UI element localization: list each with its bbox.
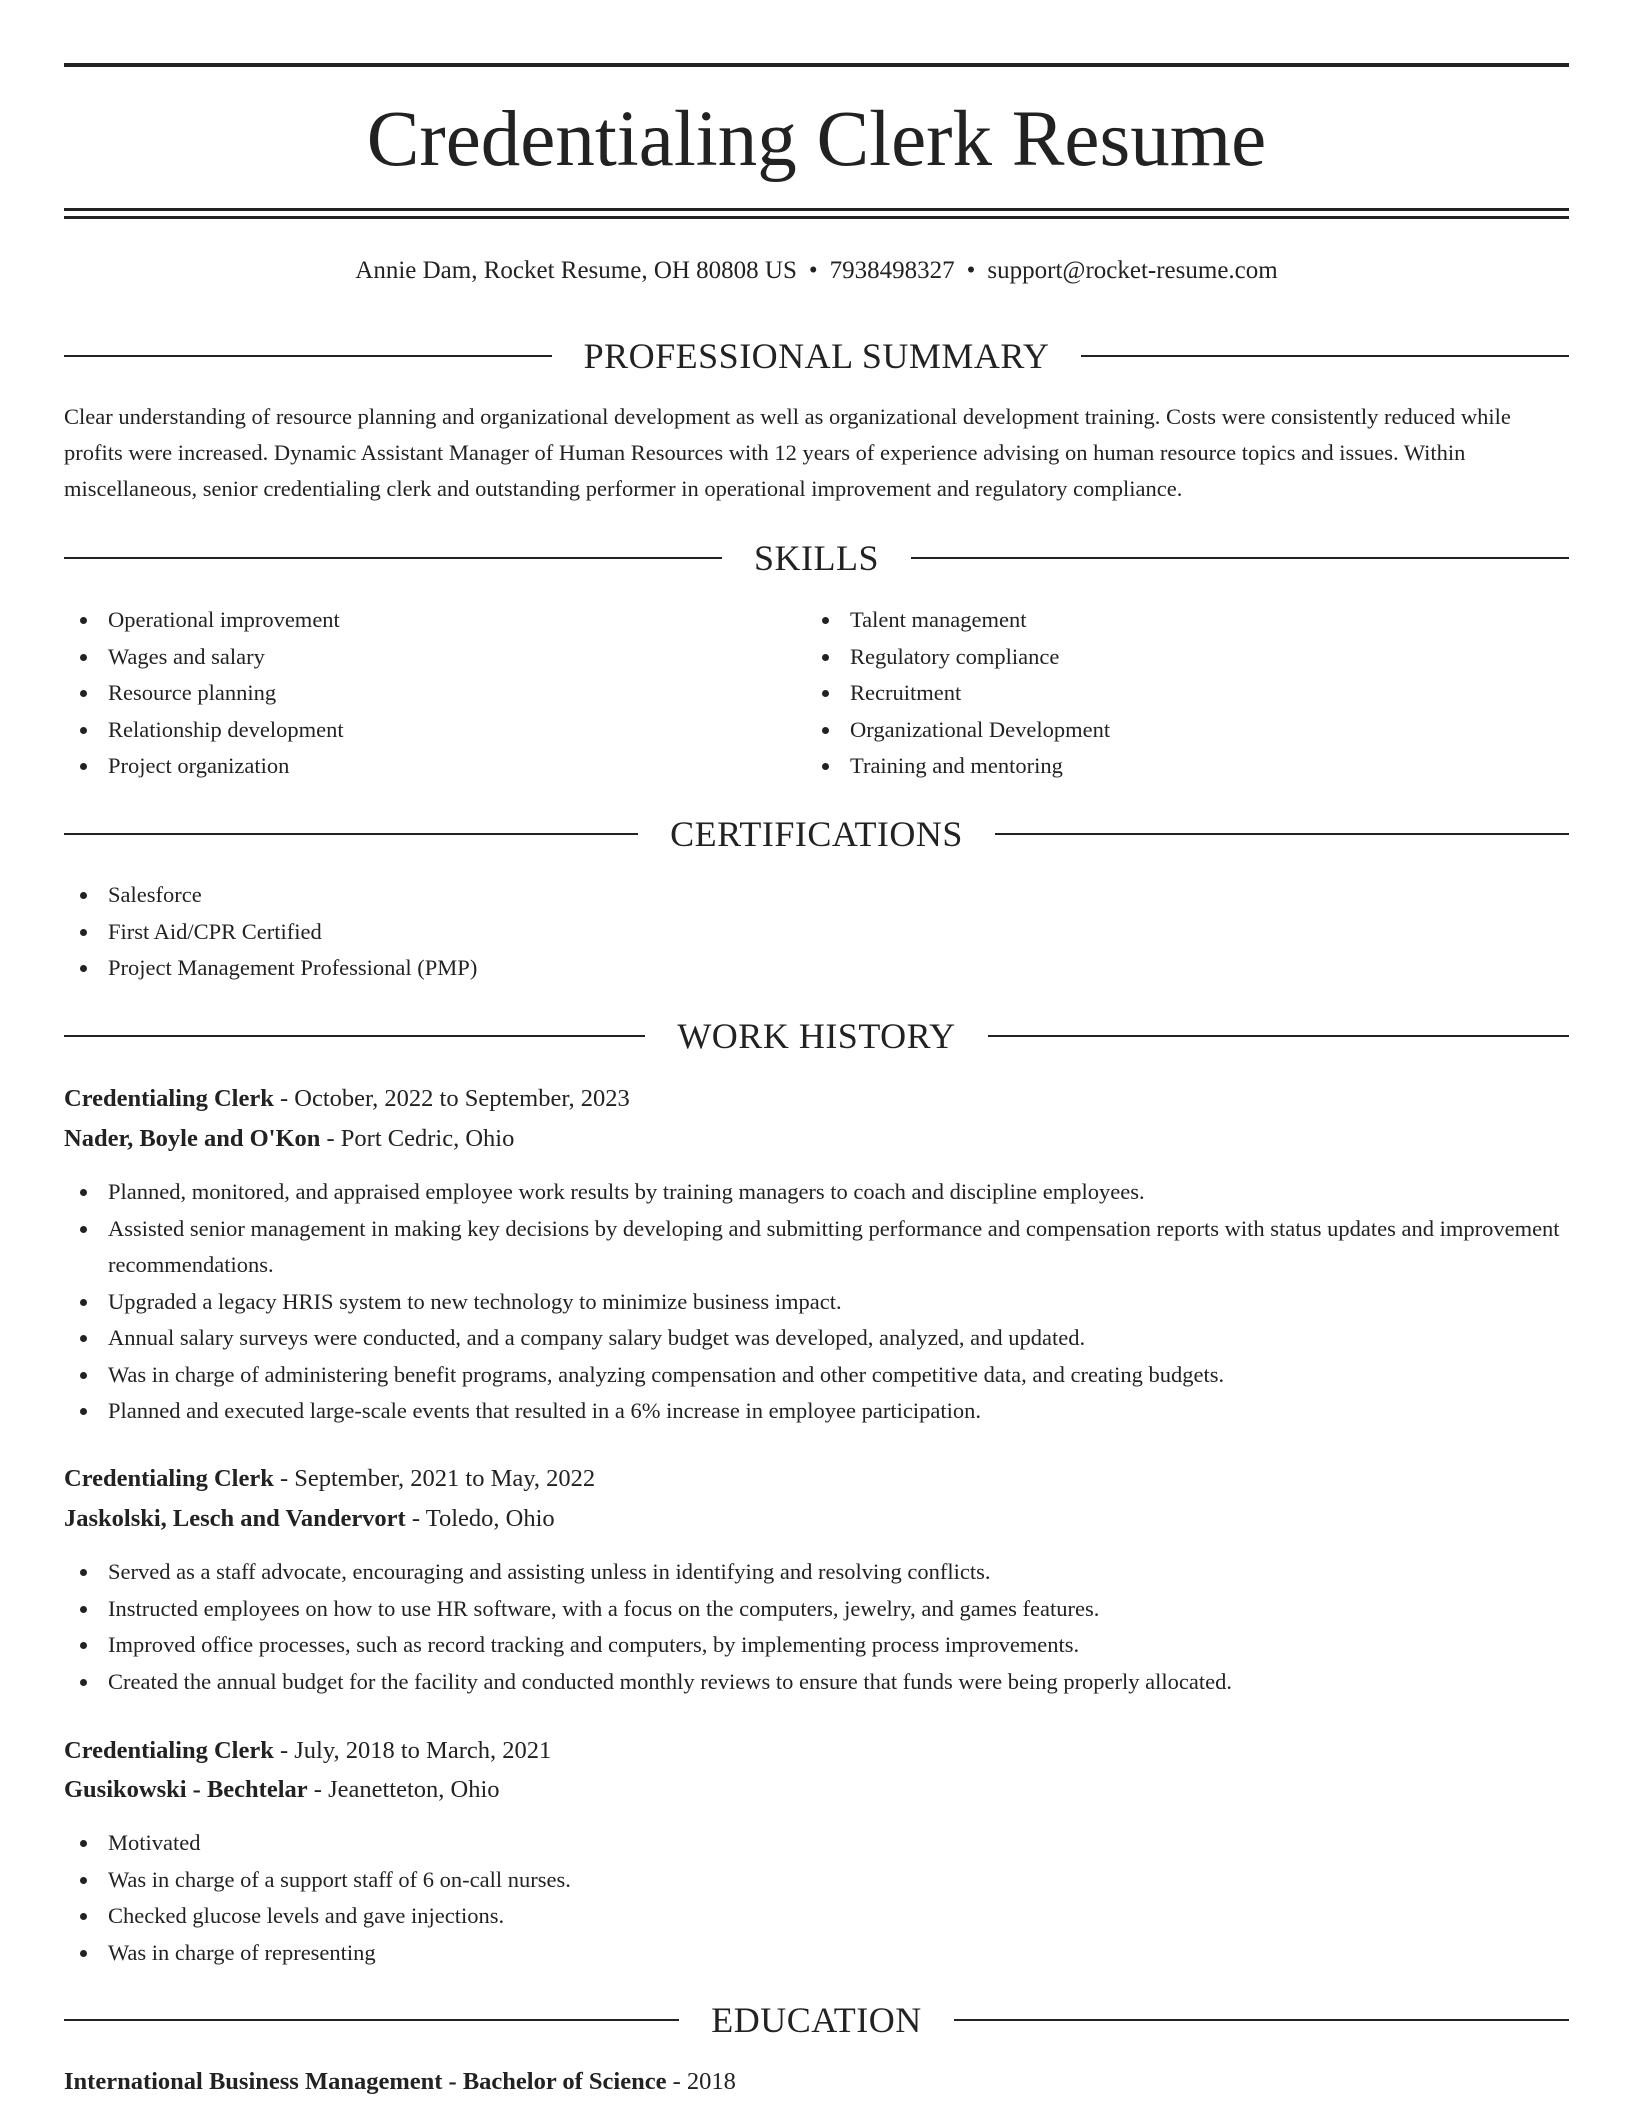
list-item: Resource planning [64,675,764,712]
list-item: Checked glucose levels and gave injections. [64,1898,1569,1935]
job-company: Jaskolski, Lesch and Vandervort [64,1505,406,1532]
job-title: Credentialing Clerk [64,1737,274,1764]
section-rule [64,557,722,559]
job-title-line [64,1461,1569,1497]
contact-line [64,254,1569,288]
contact-separator: • [966,257,976,284]
job-company-line [64,1772,1569,1808]
list-item: Organizational Development [806,712,1506,749]
list-item: Instructed employees on how to use HR software, with a focus on the computers, jewelry, and games features. [64,1591,1569,1628]
job-bullets-block [64,1174,1569,1430]
skills-list [806,602,1506,785]
section-rule [64,833,638,835]
section-rule [64,2019,679,2021]
title-rule-2 [64,216,1569,219]
list-item: Was in charge of administering benefit programs, analyzing compensation and other competitive data, and creating budgets. [64,1357,1569,1394]
job-location: - Toledo, Ohio [405,1505,555,1532]
summary-text: Clear understanding of resource planning and organizational development as well as organizational development training. Costs were consistently reduced while profits were increased. Dynamic Assistant Manager of Human Resources with 12 years of experience advising on human resource topics and issues. Within miscellaneous, senior credentialing clerk and outstanding performer in operational improvement and regulatory compliance. [64,404,1511,501]
list-item: Was in charge of a support staff of 6 on-call nurses. [64,1862,1569,1899]
list-item: Project Management Professional (PMP) [64,950,1569,987]
list-item: Wages and salary [64,639,764,676]
section-title: SKILLS [754,538,880,578]
job-title-line [64,1733,1569,1769]
list-item: Created the annual budget for the facility and conducted monthly reviews to ensure that funds were being properly allocated. [64,1664,1569,1701]
list-item: Relationship development [64,712,764,749]
section-rule [911,557,1569,559]
contact-email: support@rocket-resume.com [987,257,1278,284]
job-bullets [64,1174,1569,1430]
page-title: Credentialing Clerk Resume [366,96,1267,183]
section-header-work [64,1014,1569,1058]
list-item: Upgraded a legacy HRIS system to new technology to minimize business impact. [64,1284,1569,1321]
list-item: Assisted senior management in making key decisions by developing and submitting performance and compensation reports with status updates and improvement recommendations. [64,1211,1569,1284]
education-year: - 2018 [666,2068,736,2095]
section-title: PROFESSIONAL SUMMARY [583,336,1050,376]
skills-column-right [806,602,1506,785]
job-company-line [64,1501,1569,1537]
list-item: Planned, monitored, and appraised employee work results by training managers to coach and discipline employees. [64,1174,1569,1211]
job-bullets-block [64,1825,1569,1971]
section-header-skills [64,536,1569,580]
education-line [64,2064,1569,2100]
job-title-line [64,1081,1569,1117]
job-title: Credentialing Clerk [64,1465,274,1492]
contact-address: Annie Dam, Rocket Resume, OH 80808 US [355,257,797,284]
section-header-certifications [64,812,1569,856]
job-company: Nader, Boyle and O'Kon [64,1125,321,1152]
section-rule [995,833,1569,835]
section-title: WORK HISTORY [677,1016,956,1056]
list-item: Project organization [64,748,764,785]
list-item: Served as a staff advocate, encouraging and assisting unless in identifying and resolving conflicts. [64,1554,1569,1591]
section-header-summary [64,334,1569,378]
job-title: Credentialing Clerk [64,1085,274,1112]
job-company: Gusikowski - Bechtelar [64,1776,308,1803]
top-rule [64,63,1569,67]
section-title: EDUCATION [711,2000,922,2040]
list-item: Was in charge of representing [64,1935,1569,1972]
job-bullets [64,1554,1569,1700]
list-item: Talent management [806,602,1506,639]
education-degree: International Business Management - Bachelor of Science [64,2068,667,2095]
list-item: Salesforce [64,877,1569,914]
list-item: Planned and executed large-scale events that resulted in a 6% increase in employee participation. [64,1393,1569,1430]
section-rule [954,2019,1569,2021]
list-item: Annual salary surveys were conducted, and a company salary budget was developed, analyzed, and updated. [64,1320,1569,1357]
list-item: Recruitment [806,675,1506,712]
certifications-block [64,877,1569,987]
section-rule [1081,355,1569,357]
list-item: Regulatory compliance [806,639,1506,676]
title-rule-1 [64,208,1569,211]
job-dates: - September, 2021 to May, 2022 [273,1465,596,1492]
skills-list [64,602,764,785]
job-dates: - July, 2018 to March, 2021 [273,1737,552,1764]
section-title: CERTIFICATIONS [670,814,963,854]
list-item: First Aid/CPR Certified [64,914,1569,951]
contact-separator: • [808,257,818,284]
skills-column-left [64,602,764,785]
job-dates: - October, 2022 to September, 2023 [273,1085,630,1112]
list-item: Motivated [64,1825,1569,1862]
contact-phone: 7938498327 [829,257,955,284]
list-item: Improved office processes, such as record tracking and computers, by implementing process improvements. [64,1627,1569,1664]
section-header-education [64,1998,1569,2042]
job-location: - Port Cedric, Ohio [320,1125,515,1152]
job-bullets [64,1825,1569,1971]
job-location: - Jeanetteton, Ohio [307,1776,500,1803]
job-bullets-block [64,1554,1569,1700]
section-rule [64,355,552,357]
section-rule [64,1035,645,1037]
section-rule [988,1035,1569,1037]
list-item: Operational improvement [64,602,764,639]
list-item: Training and mentoring [806,748,1506,785]
certifications-list [64,877,1569,987]
job-company-line [64,1121,1569,1157]
